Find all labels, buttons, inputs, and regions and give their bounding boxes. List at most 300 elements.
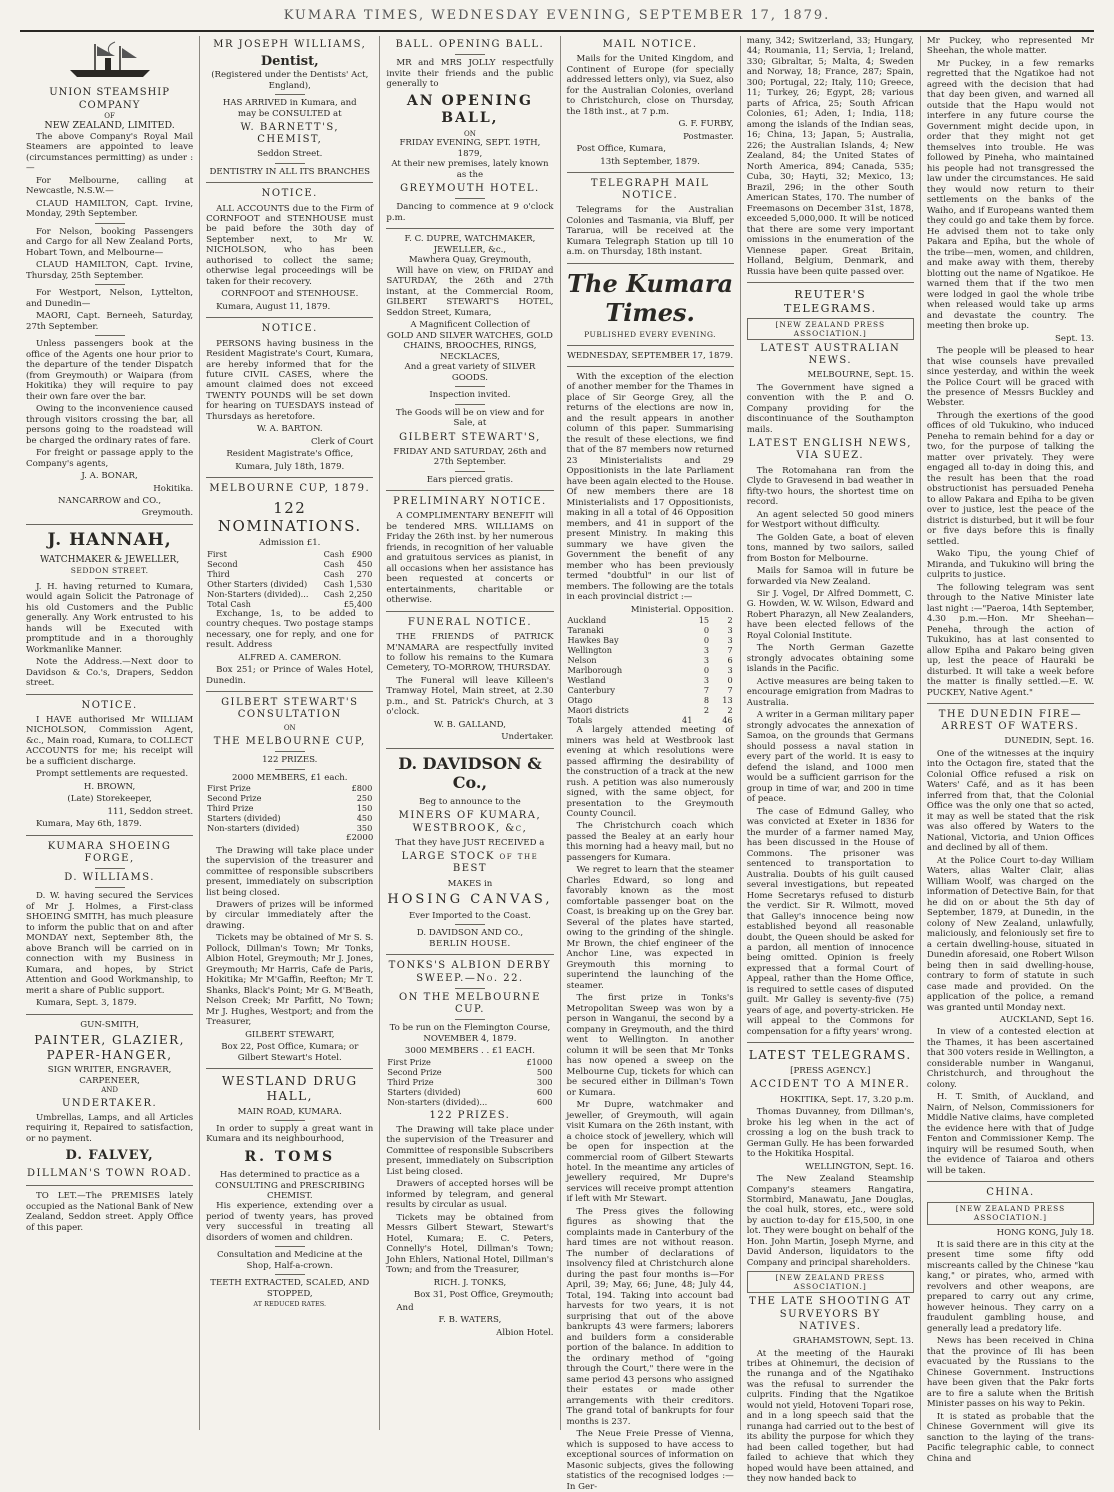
tonks: TONKS'S ALBION DERBY SWEEP.—No. 22. [388,960,552,984]
arrived: HAS ARRIVED in Kumara, and [222,98,357,109]
table-cell: 13 [722,695,733,706]
smith: H. T. Smith, of Auckland, and Nairn, of Nelson, Commissioners for Middle Native claims, have completed the evidence here with that of Judge Fenton and Commissioner Kemp. The inquiry will be resumed South, when the evidence of Taiaroa and others will be taken. [926,1092,1095,1176]
melb-route: For Melbourne, calling at Newcastle, N.S.W.— [26,175,194,197]
column-1 [20,36,200,1430]
auckland-date: AUCKLAND, Sept 16. [999,1015,1095,1025]
ball-head: BALL. OPENING BALL. [395,39,545,50]
tonks-run: To be run on the Flemington Course, NOVEMBER 4, 1879. [389,1023,551,1044]
divider [275,1246,305,1247]
table-cell: 2 [703,705,710,716]
seddon: Seddon Street. [257,149,323,160]
divider [95,284,125,285]
falvey: D. FALVEY, [65,1148,154,1164]
tonks-box: Box 31, Post Office, Greymouth; [413,1290,554,1301]
gs-sig: GILBERT STEWART, [245,1029,335,1040]
forge-date: Kumara, Sept. 3, 1879. [36,998,137,1009]
table-cell: £900 [351,548,373,559]
barton-body: PERSONS having business in the Resident Magistrate's Court, Kumara, are hereby informed that for the future CIVIL CASES, where the amount claimed does not exceed TWENTY POUNDS will be set down for hearing on TUESDAYS instead of Thursdays as heretofore. [206,338,374,422]
divider [275,751,305,752]
gs-prize-table [206,783,373,833]
inspection: Inspection invited. [429,390,511,401]
hannah-body: J. H. having returned to Kumara, would again Solicit the Patronage of his old Customers and the Public generally. Any Work entrusted to his hands will be Executed with promptitude and in a thoroughly Workmanlike Manner. [26,581,194,655]
hannah-name: J. HANNAH, [47,529,172,550]
divider [386,490,553,491]
jw-name: MR JOSEPH WILLIAMS, [213,39,367,50]
consulted: may be CONSULTED at [237,108,342,119]
divider [567,345,734,346]
painter: PAINTER, GLAZIER, PAPER-HANGER, [34,1033,185,1062]
cameron-addr: Box 251; or Prince of Wales Hotel, Dunedin. [206,665,374,686]
goods: The Goods will be on view and for Sale, at [395,407,545,429]
davidson-sig: D. DAVIDSON AND CO., [416,928,524,939]
table-cell: 2 [727,705,733,716]
brown-prompt: Prompt settlements are requested. [36,769,189,780]
divider [26,1185,193,1186]
table-cell: 7 [703,685,710,696]
notice-heading: NOTICE. [261,323,318,335]
consultation: Consultation and Medicine at the Shop, Half-a-crown. [216,1250,363,1271]
table-cell: 250 [356,793,373,804]
gold: GOLD AND SILVER WATCHES, GOLD CHAINS, BROOCHES, RINGS, NECKLACES, [386,330,553,362]
sign-writer: SIGN WRITER, ENGRAVER, [47,1065,172,1076]
table-row [386,1067,553,1077]
barton-title: Clerk of Court [310,436,374,447]
divider [26,1014,193,1015]
notice-heading: NOTICE. [261,188,318,200]
table-cell: 150 [356,803,373,814]
hk-date: HONG KONG, July 18. [996,1227,1095,1238]
friday: FRIDAY EVENING, SEPT. 19TH, 1879, [399,138,541,159]
district-totals [567,715,734,725]
usc-title: UNION STEAMSHIP COMPANY [49,87,170,111]
column-3 [380,36,560,1430]
ears: Ears pierced gratis. [426,474,514,485]
table-row [567,685,734,695]
nominations: 122 NOMINATIONS. [217,498,362,535]
table-cell: 3 [727,635,733,646]
divider [386,611,553,612]
column-2 [200,36,380,1430]
hokitika-date: HOKITIKA, Sept. 17, 3.20 p.m. [779,1094,914,1105]
table-cell: Non-Starters (divided)... [207,588,309,599]
divider [275,1274,305,1275]
table-row [386,1057,553,1067]
divider [275,163,305,164]
reuter: REUTER'S TELEGRAMS. [783,288,877,315]
forge-heading: KUMARA SHOEING FORGE, [47,840,172,864]
table-cell: 3 [727,625,733,636]
total-row [206,599,373,609]
rates: AT REDUCED RATES. [253,1300,327,1309]
cornfoot-body: ALL ACCOUNTS due to the Firm of CORNFOOT and STENHOUSE must be paid before the 30th day of September next, to Mr W. NICHOLSON, who has been authorised to collect the same; otherwise legal proceedings will be taken for their recovery. [206,203,374,287]
postmaster: Postmaster. [683,131,734,142]
divider [927,1181,1094,1182]
table-cell: 2 [727,615,733,626]
table-cell: 3 [703,655,710,666]
falvey-road: DILLMAN'S TOWN ROAD. [27,1168,193,1180]
issue-date: WEDNESDAY, SEPTEMBER 17, 1879. [567,350,734,361]
mail-notice: MAIL NOTICE. [602,39,698,50]
divider [455,988,485,989]
totals-label: Totals [567,715,593,726]
divider [747,1042,914,1043]
columns [20,36,1100,1492]
table-cell: Second Prize [387,1066,442,1077]
table-row [206,793,373,803]
divider [26,694,193,695]
divider [747,282,914,283]
fire-body: One of the witnesses at the inquiry into the Octagon fire, stated that the Colonial Office refused a risk on Waters' Café, and as it has been inferred from that, that the Colonial Office was the only one that so acted, it may as well be stated that the risk was also offered by Waters to the National, Victoria, and Union Offices and declined by all of them. [926,748,1095,854]
barnett: W. BARNETT'S, CHEMIST, [240,121,339,146]
table-cell: 15 [698,615,710,626]
makes: MAKES in [447,878,493,889]
kau: It is said there are in this city at the present time some fifty odd miscreants called by the Chinese "kau kang," or pirates, who, armed with revolvers and other weapons, are prepared to carry out any crime, however heinous. They carry on a fraudulent gambling house, and generally lead a predatory life. [926,1240,1095,1334]
brown-late: (Late) Storekeeper, [67,794,152,805]
on-text: ON [463,129,476,138]
received: That they have JUST RECEIVED a [395,837,545,848]
puckey-intro: Mr Puckey, who represented Mr Sheehan, the whole matter. [926,36,1095,57]
gazette: The North German Gazette strongly advocates obtaining some islands in the Pacific. [746,643,914,675]
divider [95,868,125,869]
po-date: 13th September, 1879. [600,156,700,167]
fire: THE DUNEDIN FIRE—ARREST OF WATERS. [938,709,1083,733]
umbrellas: Umbrellas, Lamps, and all Articles requiring it, Repaired to satisfaction, or no payment. [26,1112,194,1144]
divider [206,317,373,318]
vogel: Sir J. Vogel, Dr Alfred Dommett, C. G. Howden, W. W. Wilson, Edward and Robert Pharazyn, all New Zealanders, have been elected fellows of the Royal Colonial Institute. [746,589,914,641]
divider [455,1019,485,1020]
table-cell: 350 [356,823,373,834]
hannah-street: SEDDON STREET. [70,565,149,575]
large: LARGE STOCK of the BEST [401,851,539,875]
table-cell: 600 [536,1096,553,1107]
table-cell: First Prize [207,783,251,794]
melb-cup: MELBOURNE CUP, 1879. [209,483,371,495]
masonic: many, 342; Switzerland, 33; Hungary, 44; Roumania, 11; Servia, 1; Ireland, 330; Gibraltar, 5; Malta, 4; Sweden and Norway, 18; France, 287; Spain, 300; Portugal, 22; Italy, 110; Greece, 11; Turkey, 26; Egypt, 28; various parts of Africa, 25; South African Colonies, 61; Aden, 1; India, 118; among the islands of the Indian seas, 16; China, 13; Japan, 5; Australia, 226; the Australian Islands, 4; New Zealand, 84; the United States of North America, 894; Canada, 535; Cuba, 30; Hayti, 32; Mexico, 13; Brazil, 296; in the other South American States, 170. The number of Freemasons on December 31st, 1878, exceeded 5,000,000. It will be noticed that there are some very important omissions in the enumeration of the Viennese paper. Great Britain, Holland, Belgium, Denmark, and Russia have been quite passed over. [746,36,914,277]
table-cell: 600 [536,1086,553,1097]
column-5 [741,36,921,1485]
notice-heading: NOTICE. [81,699,138,711]
divider [386,748,553,749]
table-row [206,559,373,569]
table-cell: 0 [703,665,710,676]
nancarrow: NANCARROW and CO., [58,495,162,506]
samoa: Mails for Samoa will in future be forwarded via New Zealand. [746,566,914,587]
hannah-note: Note the Address.—Next door to Davidson & Co.'s, Drapers, Seddon street. [26,657,194,689]
table-cell: 3 [703,675,710,686]
and-text: And [396,1302,414,1313]
jolly: MR and MRS JOLLY respectfully invite their friends and the public generally to [386,58,554,90]
carpenter: CARPENEER, [79,1075,140,1086]
unless-text: Unless passengers book at the office of the Agents one hour prior to the departure of the tender Dispatch (from Greymouth) or Waipara (from Hokitika) they will require to pay their own fare over the bar. [26,339,194,402]
dupre: F. C. DUPRE, WATCHMAKER, JEWELLER, &c., [404,234,536,255]
members: 2000 MEMBERS, £1 each. [231,772,348,783]
district-table [567,615,734,715]
table-cell: First [207,548,227,559]
ship-icon [26,40,193,83]
table-cell: 0 [703,625,710,636]
table-row [567,705,734,715]
table-row [386,1087,553,1097]
table-cell: Maori districts [567,705,629,716]
table-cell: Otago [567,695,593,706]
divider [455,471,485,472]
drawing: The Drawing will take place under the supervision of the treasurer and committee of responsible subscribers present, immediately on subscription list being closed. [206,845,374,898]
supply: In order to supply a great want in Kumara and its neighbourhood, [206,1123,374,1145]
table-cell: Nelson [567,655,597,666]
shooting: THE LATE SHOOTING AT SURVEYORS BY NATIVES. [749,1296,912,1332]
exchange: Exchange, 1s, to be added to country cheques. Two postage stamps necessary, one for reply, and one for result. Address [206,608,374,651]
eng-news: LATEST ENGLISH NEWS, VIA SUEZ. [748,438,912,462]
drawers: Drawers of prizes will be informed by circular immediately after the drawing. [206,899,374,931]
divider [275,1120,305,1121]
divider [455,924,485,925]
table-cell: Cash [323,588,345,599]
exertions: Through the exertions of the good offices of old Tukukino, who induced Peneha to remain behind for a day or two, for the purpose of talking the matter over privately. They were engaged all to-day in doing this, and the result has been that the road obstructionist has persuaded Peneha to allow Pakara and Epiha to be given over to justice, lest the peace of the district is disturbed, but it will be four or five days before this is finally settled. [926,410,1095,547]
dentist: Dentist, [260,54,319,70]
divider [567,366,734,367]
table-cell: 3 [703,645,710,656]
press-agency: [PRESS AGENCY.] [790,1065,871,1076]
divider [927,703,1094,704]
announce: Beg to announce to the [419,796,521,807]
rotomahana: The Rotomahana ran from the Clyde to Gravesend in bad weather in fifty-two hours, the shortest time on record. [746,465,914,508]
totals-opposition: 46 [722,715,733,726]
undertaker: Undertaker. [501,732,554,743]
table-cell: Cash [323,578,345,589]
tonks-drawing: The Drawing will take place under the supervision of the Treasurer and Committee of responsible Subscribers present, immediately on Subscription List being closed. [386,1124,554,1177]
table-cell: Starters (divided) [207,813,281,824]
gs-total: £2000 [346,833,374,844]
and-text: AND [101,1086,118,1095]
table-row [206,589,373,599]
opening-ball: AN OPENING BALL, [406,92,533,126]
vienna: The Neue Freie Presse of Vienna, which is supposed to have access to exceptional sources of information on Masonic subjects, gives the following statistics of the recognised lodges :—In Ger- [566,1429,734,1492]
table-row [567,635,734,645]
berlin: BERLIN HOUSE. [429,938,511,949]
table-row [206,813,373,823]
table-cell: Taranaki [567,625,604,636]
brown-date: Kumara, May 6th, 1879. [36,819,142,830]
table-cell: 500 [536,1066,553,1077]
furby: G. F. FURBY, [678,119,734,130]
press: The Press gives the following figures as showing that the complaints made in Canterbury of the hard times are not without reason. The number of declarations of insolvency filed at Christchurch alone during the past four months is—For April, 39; May, 66; June, 48; July 44, Total, 194. Taking into account bad harvests for two years, it is not surprising that out of the above bankrupts 43 were farmers; laborers and builders form a considerable portion of the balance. In addition to the ordinary method of "going through the Court," there were in the same period 43 persons who assigned their estates or made other arrangements with their creditors. The grand total of bankrupts for four months is 237. [566,1206,734,1427]
table-row [206,549,373,559]
divider [567,263,734,264]
barton-office: Resident Magistrate's Office, [226,449,354,460]
table-cell: 2,250 [348,588,373,599]
brown-addr: 111, Seddon street. [107,806,194,817]
table-cell: Third Prize [387,1076,434,1087]
experience: His experience, extending over a period of twenty years, has proved very successful in treating all disorders of women and children. [206,1201,374,1243]
table-row [567,625,734,635]
funeral-body2: The Funeral will leave Killeen's Tramway Hotel, Main street, at 2.30 p.m., and St. Patrick's Church, at 3 o'clock. [386,675,554,718]
williams: D. WILLIAMS. [64,872,155,884]
telegraph-body: Telegrams for the Australian Colonies and Tasmania, via Bluff, per Tararua, will be received at the Kumara Telegraph Station up till 10 a.m. on Thursday, 18th instant. [566,205,734,258]
freight-text: For freight or passage apply to the Company's agents, [26,448,194,469]
table-row [206,579,373,589]
determined: Has determined to practice as a [219,1170,360,1181]
mawhera: Mawhera Quay, Greymouth, [408,255,532,266]
table-cell: Second Prize [207,793,262,804]
collection: A Magnificent Collection of [410,320,530,331]
funeral-body: THE FRIENDS of PATRICK M'NAMARA are respectfully invited to follow his remains to the Kumara Cemetery, TO-MORROW, THURSDAY. [386,632,554,674]
total-label: Total Cash [207,598,251,609]
days: FRIDAY AND SATURDAY, 26th and 27th September. [393,446,547,468]
funeral: FUNERAL NOTICE. [407,616,533,628]
undertaker: UNDERTAKER. [62,1097,158,1109]
police: At the Police Court to-day William Waters, alias Walter Clair, alias William Woolf, was charged on the information of Detective Bain, for that he did on or about the 5th day of September, 1879, at Dunedin, in the colony of New Zealand, unlawfully, maliciously, and feloniously set fire to a certain dwelling-house, situated in Dunedin aforesaid, one Robert Wilson being then in said dwelling-house, contrary to form of statute in such case made and provided. On the application of the police, a remand was granted until Monday next. [926,855,1095,1013]
table-cell: 0 [727,675,733,686]
dunedin-date: DUNEDIN, Sept. 16. [1004,736,1095,747]
writer: A writer in a German military paper strongly advocates the annexation of Samoa, on the grounds that Germans should possess a naval station in every part of the world. It is easy to defend the island, and 1000 men would be a sufficient garrison for the group in time of war, and 200 in time of peace. [746,710,914,805]
the-cup: THE MELBOURNE CUP, [213,735,366,747]
table-row [206,783,373,793]
post-office: Post Office, Kumara, [576,144,666,155]
tonks-drawers: Drawers of accepted horses will be informed by telegram, and general results by circular as usual. [386,1179,554,1211]
nelson-ship: CLAUD HAMILTON, Capt. Irvine, Thursday, 25th September. [26,260,194,281]
table-cell: 0 [703,635,710,646]
tonks-members: 3000 MEMBERS . . £1 EACH. [404,1046,535,1057]
divider [386,954,553,955]
cornfoot-sig: CORNFOOT and STENHOUSE. [221,289,359,300]
steamship: The New Zealand Steamship Company's steamers Rangatira, Stormbird, Manawatu, Jane Douglas, the coal hulk, stores, etc., were sold by auction to-day for £15,500, in one lot. They were bought on behalf of the Hon. John Martin, Joseph Myrne, and David Anderson, liquidators to the Company and principal shareholders. [746,1174,914,1268]
teeth: TEETH EXTRACTED, SCALED, AND STOPPED, [210,1278,370,1299]
dupre-body: Will have on view, on FRIDAY and SATURDAY, the 26th and 27th instant, at the Commercial Room, GILBERT STEWART'S HOTEL, Seddon Street, Kumara, [386,265,554,318]
table-cell: 270 [356,568,373,579]
galland: W. B. GALLAND, [433,719,506,730]
table-cell: 450 [356,813,373,824]
table-row [567,665,734,675]
table-cell: Other Starters (divided) [207,578,308,589]
hannah-trade: WATCHMAKER & JEWELLER, [39,554,180,565]
westport-route: For Westport, Nelson, Lyttelton, and Dunedin— [26,288,194,309]
divider [26,524,193,525]
to-let: TO LET.—The PREMISES lately occupied as the National Bank of New Zealand, Seddon street. Apply Office of this paper. [26,1191,194,1233]
davidson: D. DAVIDSON & Co., [398,753,542,793]
prizes-122: 122 PRIZES. [262,755,318,766]
sept13: Sept. 13. [1054,333,1095,344]
albion: Albion Hotel. [496,1327,554,1338]
table-cell: Hawkes Bay [567,635,619,646]
table-cell: £800 [351,783,373,794]
total-amt: £5,400 [343,598,373,609]
bonar: J. A. BONAR, [81,471,138,482]
brown-sig: H. BROWN, [83,781,136,792]
benefit: A COMPLIMENTARY BENEFIT will be tendered MRS. WILLIAMS on Friday the 26th inst. by her numerous friends, in recognition of her valuable and gratuitous services as pianist, in all occasions when her assistance has been requested at concerts or entertainments, charitable or otherwise. [386,511,554,606]
tickets: Tickets may be obtained of Mr S. S. Pollock, Dillman's Town; Mr Tonks, Albion Hotel, Greymouth; Mr J. Jones, Greymouth; Mr Harris, Cafe de Paris, Hokitika; Mr M'Gaffin, Reefton; Mr T. Shanks, Black's Point; Mr G. M'Beath, Nelson Creek; Mr Parfitt, No Town; Mr J. Hughes, Westport; and from the Treasurer, [206,933,374,1028]
telegram: The following telegram was sent through to the Native Minister late last night :—"Paeroa, 14th September, 4.30 p.m.—Hon. Mr Sheehan—Peneha, through the action of Tukukino, has at last consented to allow Epiha and Pakaro being given up, lest the peace of Hauraki be disturbed. It will take a week before the matter is finally settled.—E. W. PUCKEY, Native Agent." [926,582,1095,698]
hokitika: Hokitika. [153,483,194,494]
gs-consult: GILBERT STEWART'S CONSULTATION [221,697,359,721]
tonks-cup: ON THE MELBOURNE CUP. [398,991,541,1015]
wako: Wako Tipu, the young Chief of Miranda, and Tukukino will bring the culprits to justice. [926,549,1095,581]
agent: An agent selected 50 good miners for Westport without difficulty. [746,509,914,531]
divider [206,477,373,478]
table-cell: 8 [703,695,710,706]
divider [455,198,485,199]
divider [455,386,485,387]
silver: And a great variety of SILVER GOODS. [404,362,536,383]
registered: (Registered under the Dentists' Act, England), [211,70,369,91]
table-cell: Auckland [567,615,607,626]
column-4 [561,36,741,1492]
table-cell: Non-starters (divided)... [387,1096,488,1107]
divider [95,578,125,579]
divider [95,223,125,224]
dentistry: DENTISTRY IN ALL ITS BRANCHES [209,166,371,177]
divider [455,54,485,55]
table-row [206,569,373,579]
table-cell: Third [207,568,230,579]
table-cell: Third Prize [207,803,254,814]
emigration: Active measures are being taken to encourage emigration from Madras to Australia. [746,676,914,708]
aus-news: LATEST AUSTRALIAN NEWS. [760,343,901,367]
imported: Ever Imported to the Coast. [409,910,531,921]
divider [386,228,553,229]
hauraki: At the meeting of the Hauraki tribes at Ohinemuri, the decision of the runanga and of the Ngatihako was the refusal to surrender the culprits. Finding that the Ngatikoe would not yield, Hotoveni Topari rose, and in a long speech said that the runanga had carried out to the best of its ability the purpose for which they had been called together, but had failed to achieve that which they hoped would have been attained, and they now handed back to [746,1348,914,1485]
table-cell: 300 [536,1076,553,1087]
nzpa: [NEW ZEALAND PRESS ASSOCIATION.] [747,318,914,340]
totals-ministerial: 41 [682,715,693,726]
divider [206,182,373,183]
telegraph-notice: TELEGRAPH MAIL NOTICE. [590,178,710,202]
tonks-tickets: Tickets may be obtained from Messrs Gilbert Stewart, Stewart's Hotel, Kumara; E. C. Peters, Connelly's Hotel, Dillman's Town; John Ehlers, National Hotel, Dillman's Town; and from the Treasurer, [386,1212,554,1276]
meeting: A largely attended meeting of miners was held at Westbrook last evening at which resolutions were passed affirming the desirability of the construction of a track at the new rush. A petition was also numerously signed, with the same object, for presentation to the Greymouth County Council. [566,725,734,819]
tonks-122: 122 PRIZES. [429,1109,511,1121]
gs-box: Box 22, Post Office, Kumara; or Gilbert Stewart's Hotel. [221,1042,359,1063]
divider [206,691,373,692]
usc-intro: The above Company's Royal Mail Steamers are appointed to leave (circumstances permitting) as under :— [26,131,194,174]
waters: F. B. WATERS, [438,1315,502,1326]
on-text: ON [283,724,296,733]
owing-text: Owing to the inconvenience caused through visitors crossing the bar, all persons going to the roadstead will be charged the ordinary rates of fare. [26,404,194,446]
table-cell: 7 [727,645,733,656]
table-row [567,615,734,625]
gs-hotel: GILBERT STEWART'S, [399,431,541,443]
table-cell: Cash [323,548,345,559]
coach: The Christchurch coach which passed the Bealey at an early hour this morning had a heavy mail, but no passengers for Kumara. [566,821,734,863]
table-row [567,695,734,705]
news: News has been received in China that the province of Ili has been evacuated by the Russians to the Chinese Government. Instructions have been given that the Pakr forts are to fire a salute when the British Minister passes on his way to Pekin. [926,1336,1095,1410]
latest-tel: LATEST TELEGRAMS. [748,1048,912,1063]
masthead [20,8,1094,32]
paper-title: The Kumara Times. [567,268,734,328]
divider [567,172,734,173]
prize-table [206,549,373,599]
table-cell: £1000 [526,1056,553,1067]
column-6 [921,36,1100,1464]
forge-body: D. W. having secured the Services of Mr J. Holmes, a First-class SHOEING SMITH, has much pleasure to inform the public that on and after MONDAY next, September 8th, the above Branch will be carried on in connection with my Business in Kumara, and hopes, by Strict Attention and Good Workmanship, to merit a share of Public support. [26,891,194,996]
table-cell: 1,530 [348,578,373,589]
hosing: HOSING CANVAS, [387,892,553,908]
lead-article: With the exception of the election of another member for the Thames in place of Sir George Grey, all the returns of the elections are now in, and the result appears in another column of this paper. Summarising the result of these elections, we find that of the 87 members now returned 23 Ministerialists and 29 Oppositionists in the late Parliament have been again elected to the House. Of new members there are 18 Ministerialists and 17 Oppositionists, making in all a total of 46 Opposition members, and 41 in support of the present Ministry. In making this summary we have given the Government the benefit of any member who has been previously termed "doubtful" in our list of members. The following are the totals in each provincial district :— [566,371,734,603]
published: PUBLISHED EVERY EVENING. [584,330,717,340]
puckey: Mr Puckey, in a few remarks regretted that the Ngatikoe had not agreed with the decision that had that day been given, and warned all outside that the Hapu would not interfere in any future course the Government might decide upon, in order that they might not get themselves into trouble. He was followed by Pineha, who maintained his people had not transgressed the law under the circumstances. He said they would now return to their settlements on the banks of the Waiho, and if Europeans wanted them they could go and take them by force. He advised them not to take only Pakara and Epiha, but the whole of the tribe—men, women, and children, and make away with them, thereby blotting out the name of Ngatikoe. He warned them that if the two men were lodged in gaol the whole tribe when released would take up arms and devastate the country. The meeting then broke up. [926,58,1095,332]
table-cell: 7 [727,685,733,696]
grahamstown: GRAHAMSTOWN, Sept. 13. [792,1336,914,1347]
cameron: ALFRED A. CAMERON. [238,652,342,663]
table-cell: 450 [356,558,373,569]
melb-date: MELBOURNE, Sept. 15. [807,370,914,381]
table-row [567,655,734,665]
gov: The Government have signed a convention with the P. and O. Company providing for the discontinuance of the Southampton mails. [746,382,914,435]
greymouth-hotel: GREYMOUTH HOTEL. [400,183,540,195]
melb-ship: CLAUD HAMILTON, Capt. Irvine, Monday, 29th September. [26,198,194,220]
table-row [386,1077,553,1087]
brown-body: I HAVE authorised Mr WILLIAM NICHOLSON, Commission Agent, &c., Main road, Kumara, to COLLECT ACCOUNTS for me; his receipt will be a sufficient discharge. [26,714,194,767]
nzpa2: [NEW ZEALAND PRESS ASSOCIATION.] [747,1271,914,1293]
divider [275,769,305,770]
